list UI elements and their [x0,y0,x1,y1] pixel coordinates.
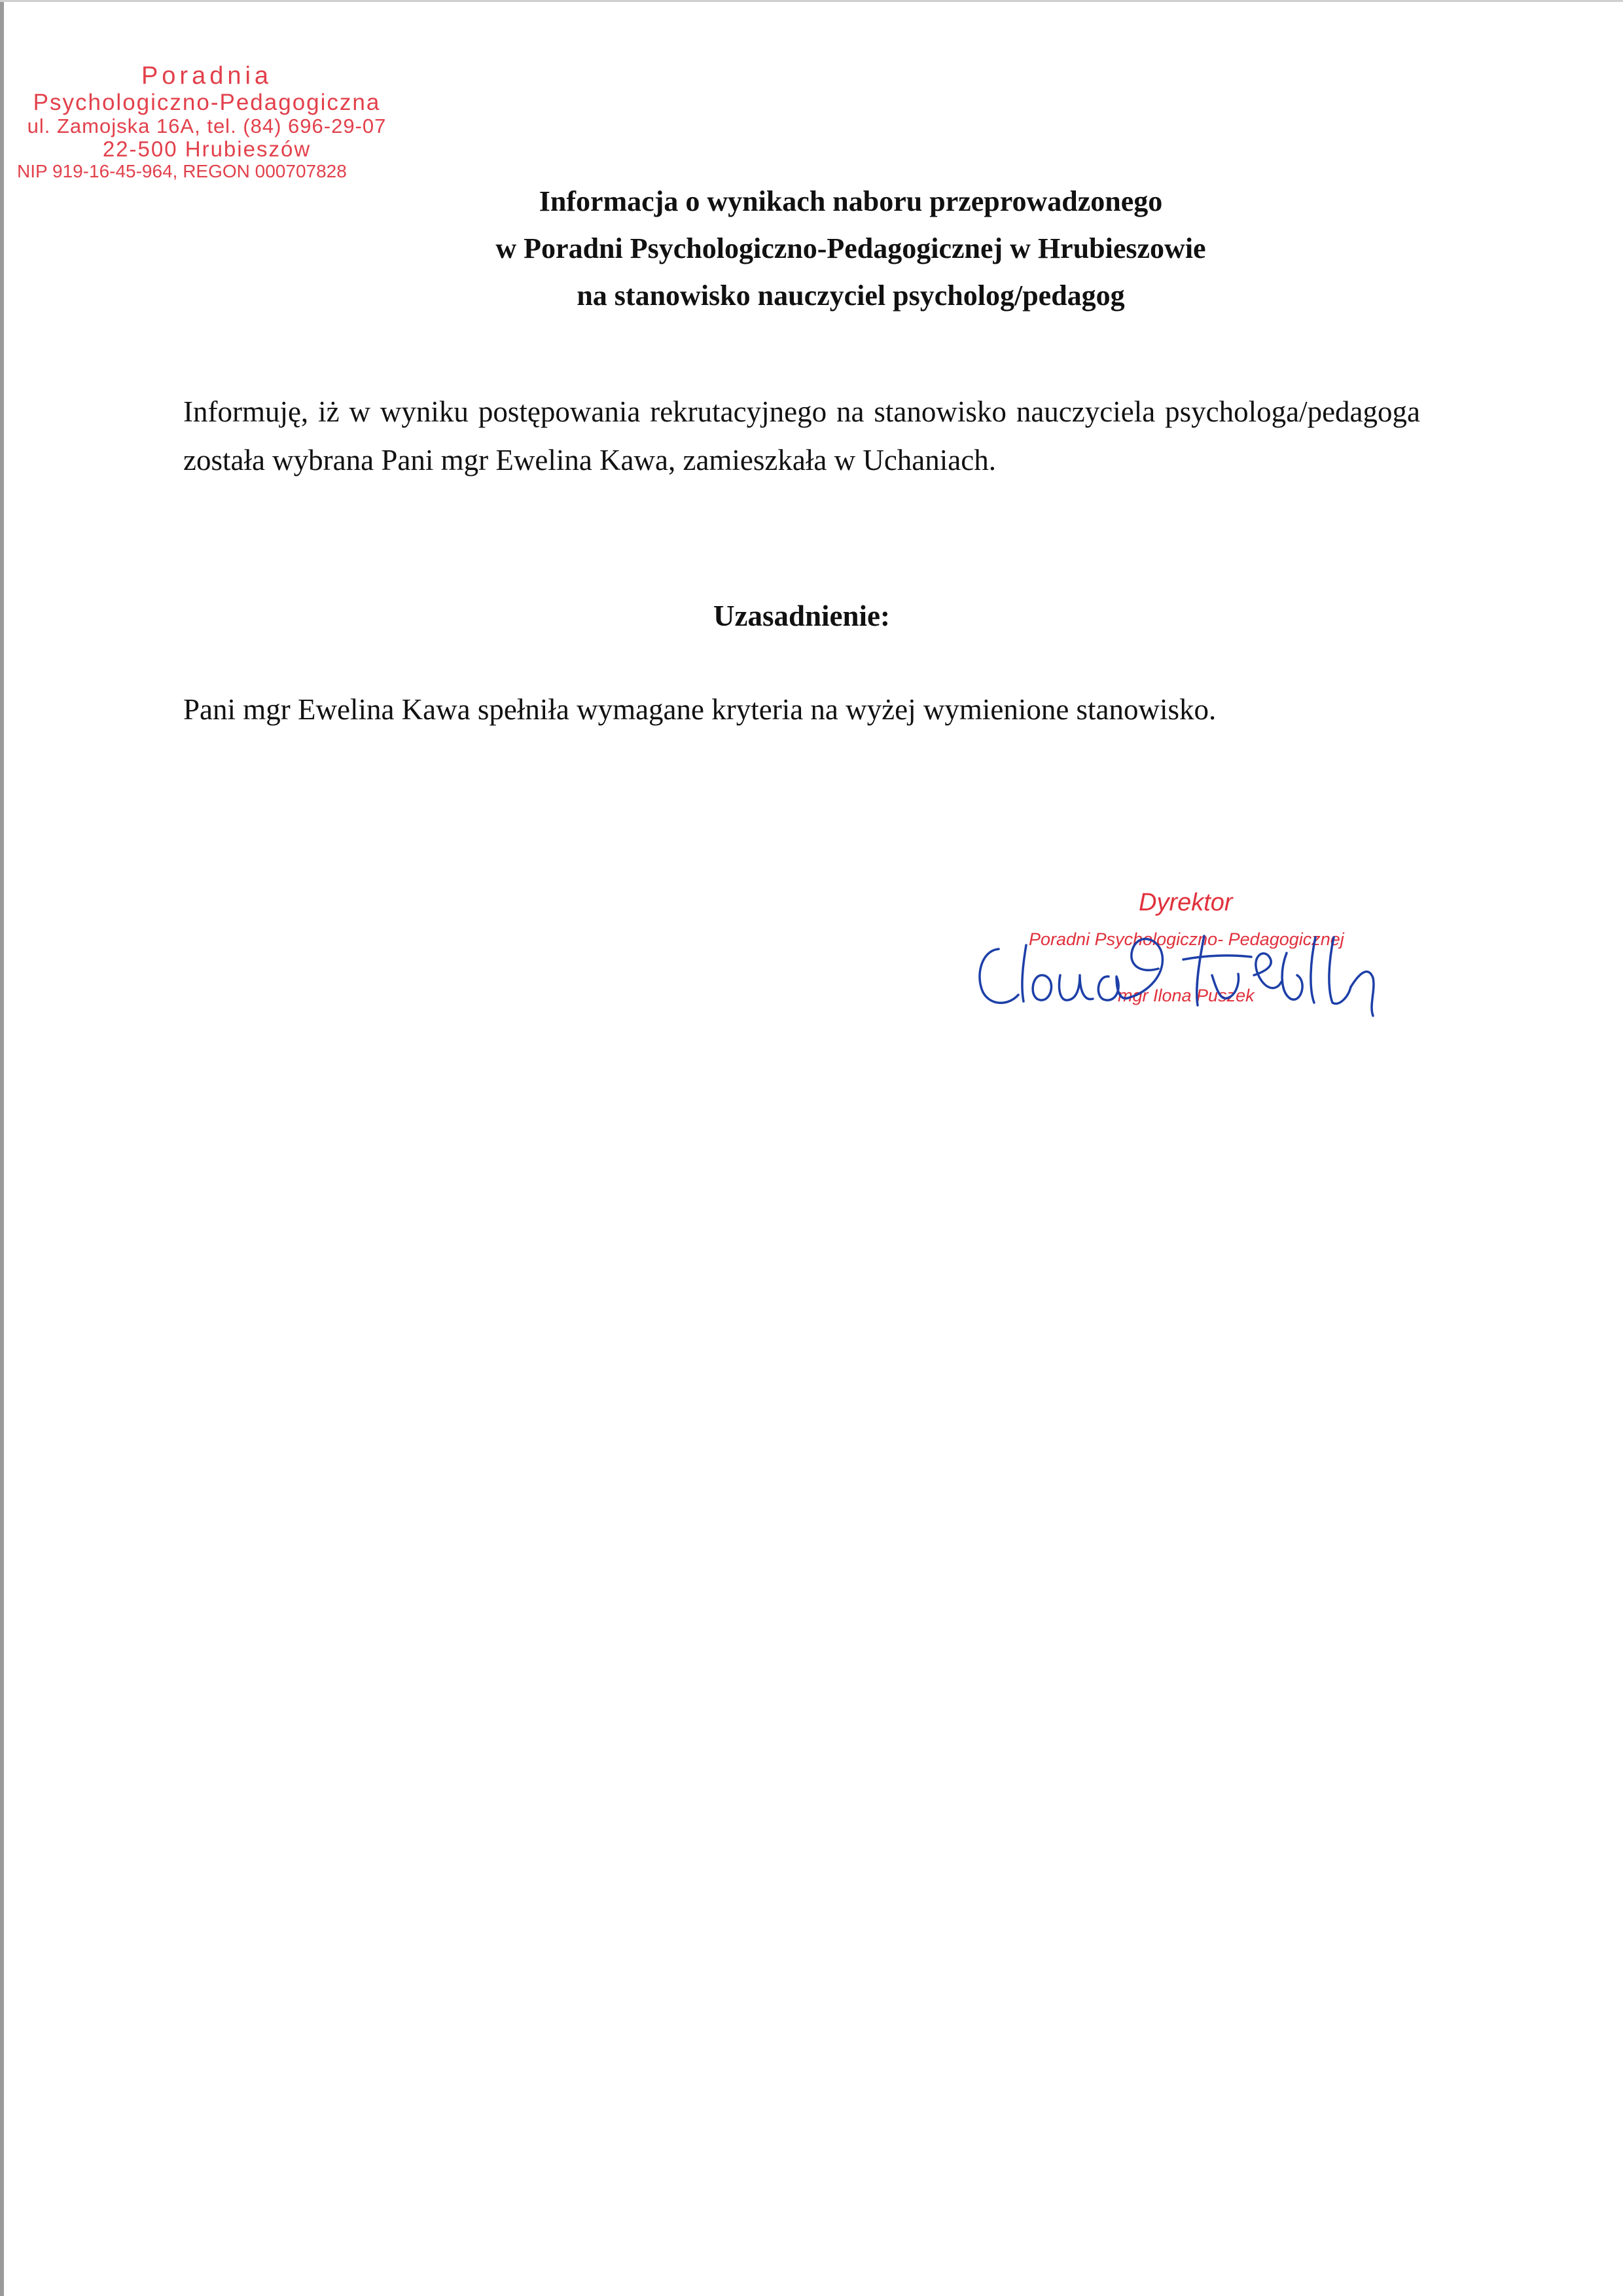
justification-heading: Uzasadnienie: [713,600,890,632]
stamp-line-1: Poradnia [141,62,273,90]
stamp-line-5: NIP 919-16-45-964, REGON 000707828 [17,160,347,181]
director-name: mgr Ilona Puszek [1118,986,1255,1005]
title-line-1: Informacja o wynikach naboru przeprowadzonego [539,185,1163,217]
director-stamp [969,877,1440,1034]
handwritten-signature [969,877,1440,1034]
stamp-line-3: ul. Zamojska 16A, tel. (84) 696-29-07 [27,115,387,138]
director-title: Dyrektor [1139,889,1233,916]
stamp-line-2: Psychologiczno-Pedagogiczna [33,89,381,115]
justification-paragraph: Pani mgr Ewelina Kawa spełniła wymagane kryteria na wyżej wymienione stanowisko. [183,693,1217,726]
announcement-paragraph: Informuję, iż w wyniku postępowania rekrutacyjnego na stanowisko nauczyciela psychologa/pedagoga została wybrana Pani mgr Ewelina Kawa, zamieszkała w Uchaniach. [183,395,1420,476]
document-title [353,178,1348,319]
title-line-3: na stanowisko nauczyciel psycholog/pedagog [577,279,1125,312]
stamp-line-4: 22-500 Hrubieszów [102,137,312,162]
title-line-2: w Poradni Psychologiczno-Pedagogicznej w Hrubieszowie [495,232,1206,264]
office-stamp [17,63,397,181]
scan-top-edge [0,0,1623,2]
director-organization: Poradni Psychologiczno- Pedagogicznej [1029,929,1344,949]
scan-left-edge [0,0,4,2296]
